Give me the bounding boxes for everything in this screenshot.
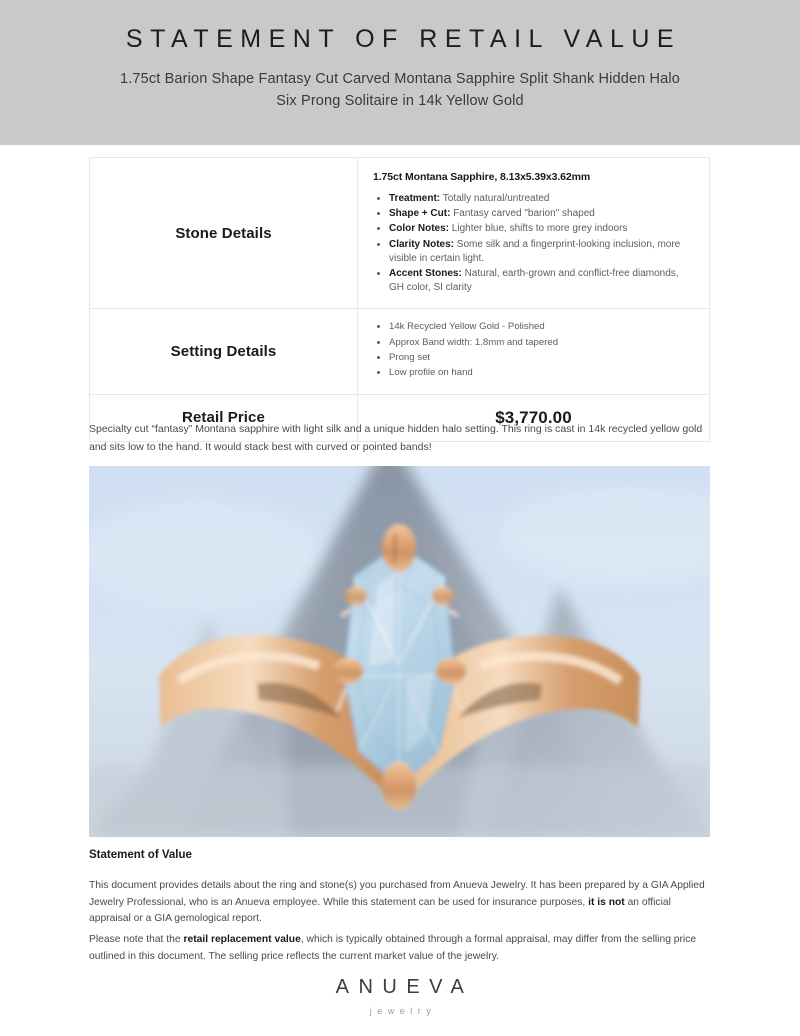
list-item	[389, 222, 695, 236]
list-item	[389, 207, 695, 221]
statement-p1-part1: This document provides details about the ring and stone(s) you purchased from Anueva Jewelry. It has been prepared by a GIA Applied Jewelry Professional, who is an Anueva employee. While this statement can be used for insurance purposes,	[89, 880, 705, 908]
row-body-stone-details	[358, 158, 710, 309]
setting-bullet-list	[372, 320, 695, 381]
retail-price-value: $3,770.00	[495, 407, 572, 427]
bullet-text: Totally natural/untreated	[442, 193, 550, 204]
row-label-stone-details: Stone Details	[90, 158, 358, 309]
list-item	[389, 192, 695, 206]
list-item: • 14k Recycled Yellow Gold - Polished	[389, 320, 695, 334]
statement-p1-part2: an official appraisal or a GIA gemological report.	[89, 896, 671, 925]
page-subtitle: 1.75ct Barion Shape Fantasy Cut Carved Montana Sapphire Split Shank Hidden Halo Six Prong Solitaire in 14k Yellow Gold	[120, 70, 680, 109]
bullet-text: Lighter blue, shifts to more grey indoors	[451, 223, 628, 235]
bullet-label: Clarity Notes:	[389, 238, 455, 250]
statement-paragraph-1	[89, 878, 711, 928]
statement-p2-part2: , which is typically obtained through a formal appraisal, may differ from the selling price outlined in this document. The selling price reflects the current market value of the jewelry.	[89, 934, 697, 962]
list-item: • Prong set	[389, 351, 695, 365]
statement-heading: Statement of Value	[89, 849, 192, 861]
statement-p2-bold: retail replacement value	[183, 934, 301, 945]
table-row	[90, 158, 710, 309]
row-label-setting-details: Setting Details	[90, 309, 358, 395]
brand-logo	[0, 976, 800, 1016]
statement-p1-bold: it is not	[588, 896, 625, 908]
brand-logo-tagline: jewelry	[369, 1006, 437, 1016]
ring-photograph	[89, 466, 710, 837]
row-body-setting-details	[358, 309, 710, 395]
row-label-retail-price: Retail Price	[90, 394, 358, 441]
bullet-text: Natural, earth-grown and conflict-free diamonds, GH color, SI clarity	[389, 267, 679, 294]
page-title: STATEMENT OF RETAIL VALUE	[125, 25, 682, 53]
description-paragraph: Specialty cut “fantasy” Montana sapphire with light silk and a unique hidden halo setting. This ring is cast in 14k recycled yellow gold and sits low to the hand. It would stack best with curved or pointed bands!	[89, 423, 703, 454]
list-item: • Low profile on hand	[389, 366, 695, 380]
table-row	[90, 309, 710, 395]
stone-heading: 1.75ct Montana Sapphire, 8.13x5.39x3.62mm	[373, 171, 591, 183]
list-item	[389, 238, 695, 266]
bullet-text: Some silk and a fingerprint-looking inclusion, more visible in certain light.	[389, 238, 681, 264]
document-header	[0, 0, 800, 145]
bullet-label: Shape + Cut:	[389, 208, 451, 220]
ring-photo-illustration	[89, 466, 710, 837]
statement-p2-part1: Please note that the	[89, 934, 184, 945]
bullet-text: Fantasy carved "barion" shaped	[453, 208, 595, 220]
list-item	[389, 267, 695, 295]
bullet-label: Accent Stones:	[389, 267, 462, 279]
brand-logo-name: ANUEVA	[335, 976, 474, 998]
list-item: • Approx Band width: 1.8mm and tapered	[389, 336, 695, 350]
statement-paragraph-2	[89, 932, 711, 965]
stone-bullet-list	[372, 192, 695, 295]
bullet-label: Treatment:	[389, 193, 441, 204]
bullet-label: Color Notes:	[389, 223, 449, 235]
details-table	[89, 157, 710, 442]
